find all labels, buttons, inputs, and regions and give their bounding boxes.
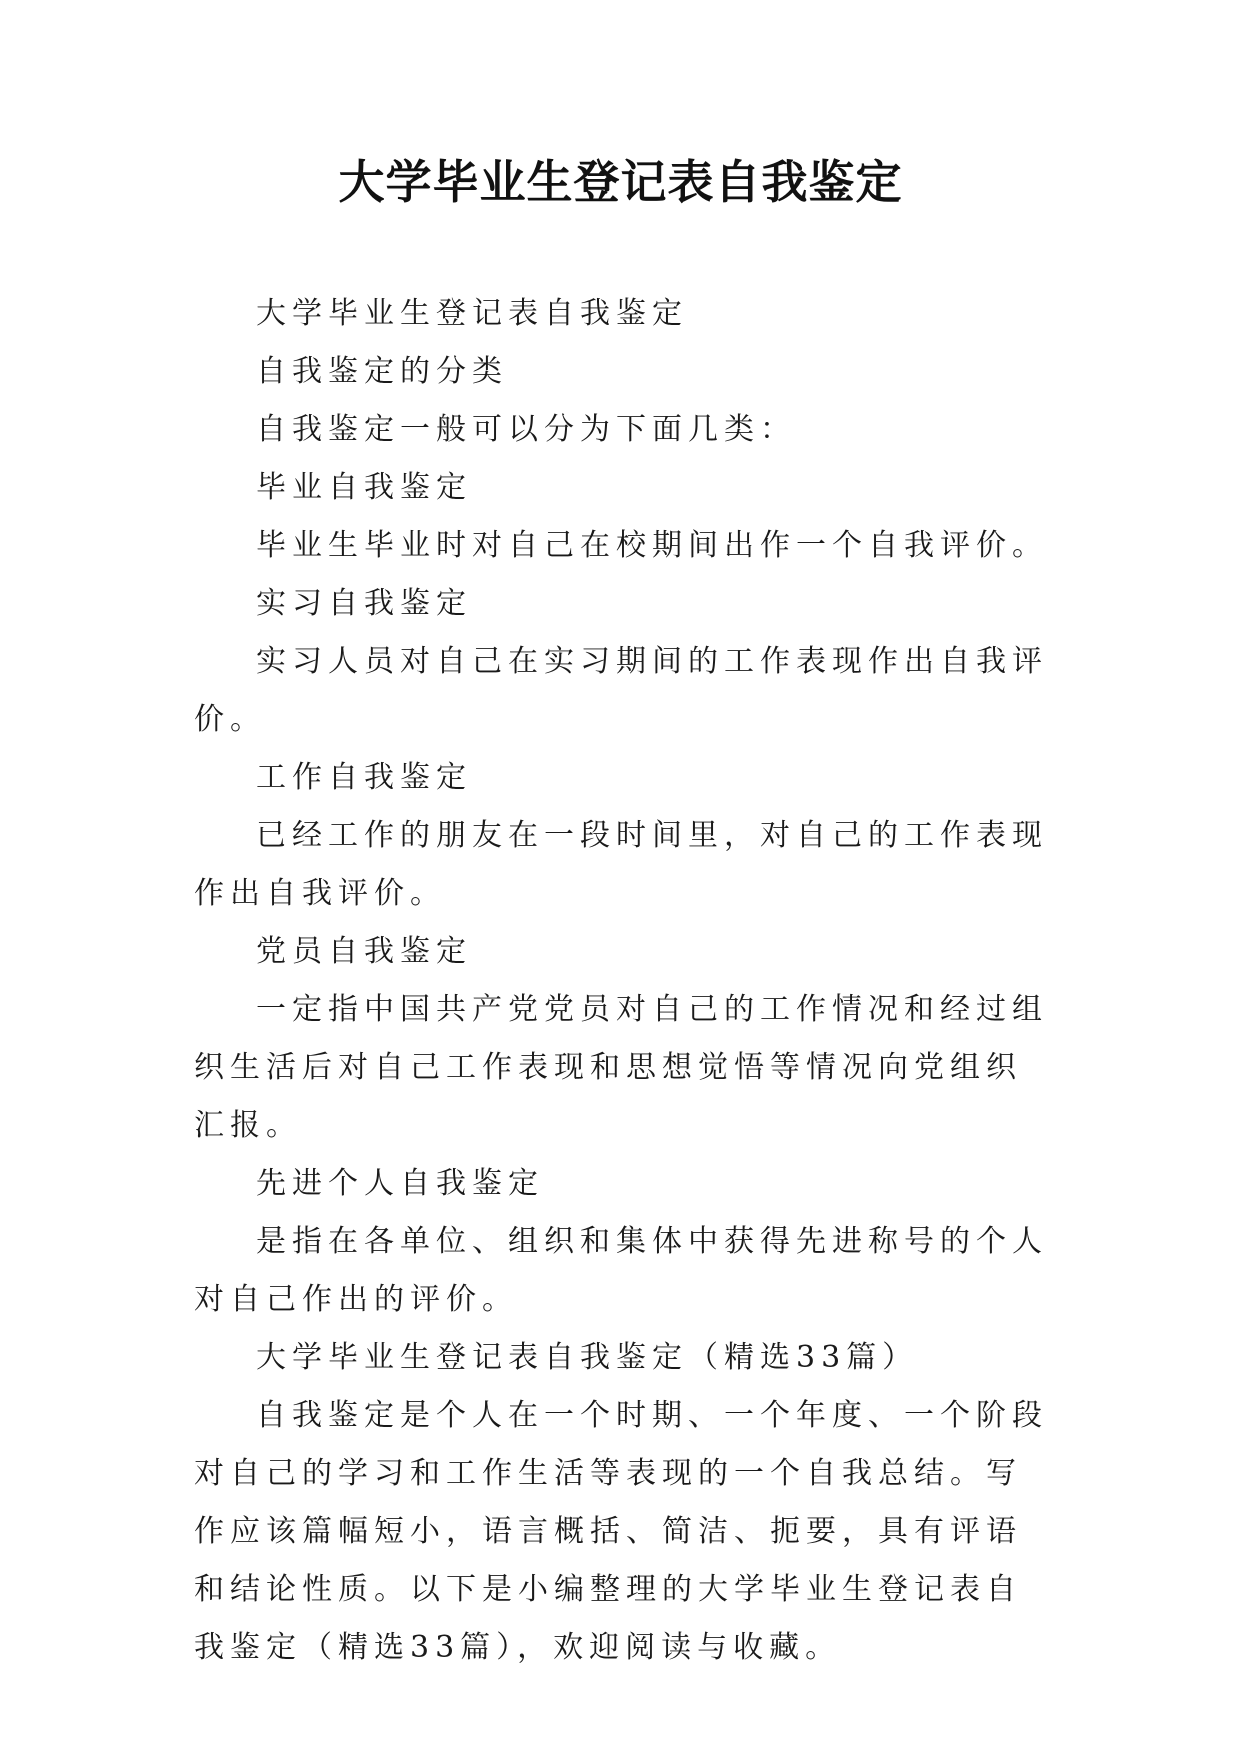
paragraph-work-text: 已经工作的朋友在一段时间里，对自己的工作表现作出自我评价。	[194, 818, 1048, 911]
paragraph-introduction-text: 自我鉴定是个人在一个时期、一个年度、一个阶段对自己的学习和工作生活等表现的一个自我总结。写作应该篇幅短小，语言概括、简洁、扼要，具有评语和结论性质。以下是小编整理的大学毕业生登记表自我鉴定（精选33篇），欢迎阅读与收藏。	[194, 1398, 1048, 1665]
paragraph-advanced-individual-heading: 先进个人自我鉴定	[256, 1166, 544, 1201]
document-title: 大学毕业生登记表自我鉴定	[338, 155, 903, 209]
paragraph-internship-text: 实习人员对自己在实习期间的工作表现作出自我评价。	[194, 644, 1048, 737]
document-body	[194, 285, 1054, 1677]
paragraph-classification-heading: 自我鉴定的分类	[256, 354, 508, 389]
paragraph-classification-intro: 自我鉴定一般可以分为下面几类：	[256, 412, 796, 447]
paragraph-selection-heading: 大学毕业生登记表自我鉴定（精选33篇）	[256, 1340, 919, 1375]
paragraph-party-member-text: 一定指中国共产党党员对自己的工作情况和经过组织生活后对自己工作表现和思想觉悟等情况向党组织汇报。	[194, 992, 1048, 1143]
paragraph-heading-repeat: 大学毕业生登记表自我鉴定	[256, 296, 688, 331]
paragraph-graduation-text: 毕业生毕业时对自己在校期间出作一个自我评价。	[256, 528, 1048, 563]
paragraph-advanced-individual-text: 是指在各单位、组织和集体中获得先进称号的个人对自己作出的评价。	[194, 1224, 1048, 1317]
paragraph-internship-heading: 实习自我鉴定	[256, 586, 472, 621]
paragraph-work-heading: 工作自我鉴定	[256, 760, 472, 795]
paragraph-party-member-heading: 党员自我鉴定	[256, 934, 472, 969]
paragraph-graduation-heading: 毕业自我鉴定	[256, 470, 472, 505]
